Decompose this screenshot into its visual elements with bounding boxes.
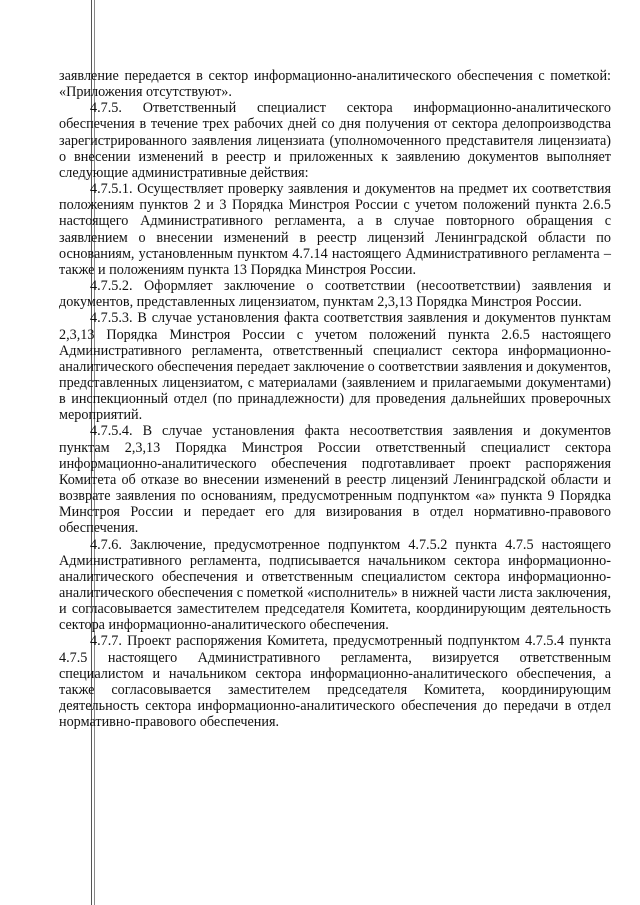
- paragraph-4-7-5-4: 4.7.5.4. В случае установления факта несоответствия заявления и документов пунктам 2,3,13 Порядка Минстроя России ответственный специалист сектора информационно-аналитического обеспечения подготавливает проект распоряжения Комитета об отказе во внесении изменений в реестр лицензий Ленинградской области и возврате заявления по основаниям, предусмотренным подпунктом «а» пункта 9 Порядка Минстроя России и передает его для визирования в отдел нормативно-правового обеспечения.: [59, 423, 611, 537]
- paragraph-4-7-5: 4.7.5. Ответственный специалист сектора информационно-аналитического обеспечения в течение трех рабочих дней со дня получения от сектора делопроизводства зарегистрированного заявления лицензиата (уполномоченного представителя лицензиата) о внесении изменений в реестр и приложенных к заявлению документов выполняет следующие административные действия:: [59, 100, 611, 181]
- paragraph-4-7-5-3: 4.7.5.3. В случае установления факта соответствия заявления и документов пунктам 2,3,13 Порядка Минстроя России с учетом положений пункта 2.6.5 настоящего Административного регламента, ответственный специалист сектора информационно-аналитического обеспечения передает заключение о соответствии заявления и документов, представленных лицензиатом, с материалами (заявлением и прилагаемыми документами) в инспекционный отдел (по принадлежности) для проведения дальнейших проверочных мероприятий.: [59, 310, 611, 424]
- paragraph-4-7-5-2: 4.7.5.2. Оформляет заключение о соответствии (несоответствии) заявления и документов, представленных лицензиатом, пунктам 2,3,13 Порядка Минстроя России.: [59, 278, 611, 311]
- paragraph-4-7-6: 4.7.6. Заключение, предусмотренное подпунктом 4.7.5.2 пункта 4.7.5 настоящего Административного регламента, подписывается начальником сектора информационно-аналитического обеспечения и ответственным специалистом сектора информационно-аналитического обеспечения с пометкой «исполнитель» в нижней части листа заключения, и согласовывается заместителем председателя Комитета, координирующим деятельность сектора информационно-аналитического обеспечения.: [59, 536, 611, 634]
- paragraph-continuation: заявление передается в сектор информационно-аналитического обеспечения с пометкой: «Приложения отсутствуют».: [59, 68, 611, 101]
- paragraph-4-7-7: 4.7.7. Проект распоряжения Комитета, предусмотренный подпунктом 4.7.5.4 пункта 4.7.5 настоящего Административного регламента, визируется ответственным специалистом и начальником сектора информационно-аналитического обеспечения, а также согласовывается заместителем председателя Комитета, координирующим деятельность сектора информационно-аналитического обеспечения до передачи в отдел нормативно-правового обеспечения.: [59, 633, 611, 731]
- document-body: [59, 68, 611, 730]
- paragraph-4-7-5-1: 4.7.5.1. Осуществляет проверку заявления и документов на предмет их соответствия положениям пунктов 2 и 3 Порядка Минстроя России с учетом положений пункта 2.6.5 настоящего Административного регламента, а в случае повторного обращения с заявлением о внесении изменений в реестр лицензий Ленинградской области по основаниям, установленным пунктом 4.7.14 настоящего Административного регламента – также и положениям пункта 13 Порядка Минстроя России.: [59, 181, 611, 278]
